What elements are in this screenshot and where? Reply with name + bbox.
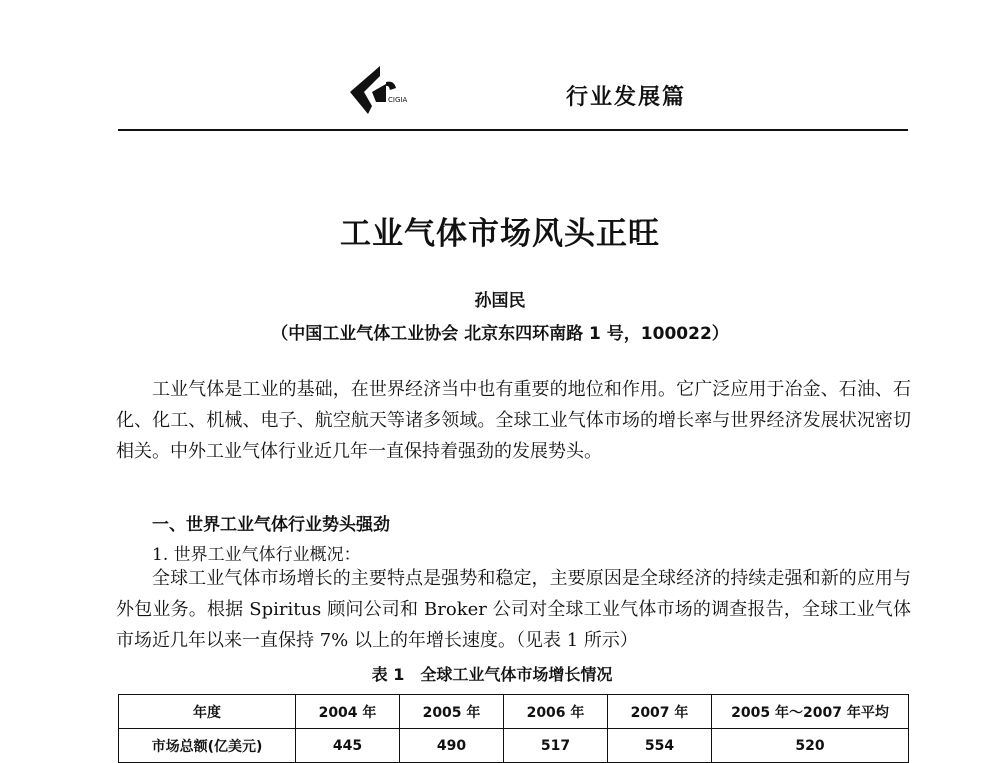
logo-text: CIGIA (388, 96, 408, 104)
table-header-cell: 2007 年 (608, 695, 712, 729)
body-paragraph: 全球工业气体市场增长的主要特点是强势和稳定，主要原因是全球经济的持续走强和新的应用与外包业务。根据 Spiritus 顾问公司和 Broker 公司对全球工业气体市场的调查报告，全球工业气体市场近几年以来一直保持 7% 以上的年增长速度。（见表 1 所示） (116, 568, 911, 651)
table-header-cell: 2005 年 (400, 695, 504, 729)
table-header-cell: 2006 年 (504, 695, 608, 729)
table-cell: 445 (296, 729, 400, 763)
table-header-row (119, 695, 909, 729)
table-cell: 517 (504, 729, 608, 763)
table-header-cell: 年度 (119, 695, 296, 729)
table-cell: 490 (400, 729, 504, 763)
market-growth-table (118, 694, 909, 763)
table-number: 表 1 (371, 665, 405, 684)
intro-paragraph: 工业气体是工业的基础，在世界经济当中也有重要的地位和作用。它广泛应用于冶金、石油、石化、化工、机械、电子、航空航天等诸多领域。全球工业气体市场的增长率与世界经济发展状况密切相关。中外工业气体行业近几年一直保持着强劲的发展势头。 (116, 379, 911, 462)
subsection-heading: 1. 世界工业气体行业概况： (152, 545, 361, 565)
table-title: 全球工业气体市场增长情况 (420, 665, 613, 684)
table-header-cell: 2005 年～2007 年平均 (712, 695, 909, 729)
article-title: 工业气体市场风头正旺 (340, 216, 660, 252)
header-rule (118, 129, 908, 131)
association-logo (342, 62, 420, 120)
table-cell: 市场总额(亿美元) (119, 729, 296, 763)
article-author: 孙国民 (474, 291, 526, 311)
section-heading: 一、世界工业气体行业势头强劲 (152, 515, 390, 535)
table-header-cell: 2004 年 (296, 695, 400, 729)
table-caption (0, 662, 1000, 685)
author-affiliation: （中国工业气体工业协会 北京东四环南路 1 号，100022） (271, 324, 729, 344)
section-header: 行业发展篇 (566, 84, 687, 110)
table-row (119, 729, 909, 763)
table-cell: 554 (608, 729, 712, 763)
table-cell: 520 (712, 729, 909, 763)
